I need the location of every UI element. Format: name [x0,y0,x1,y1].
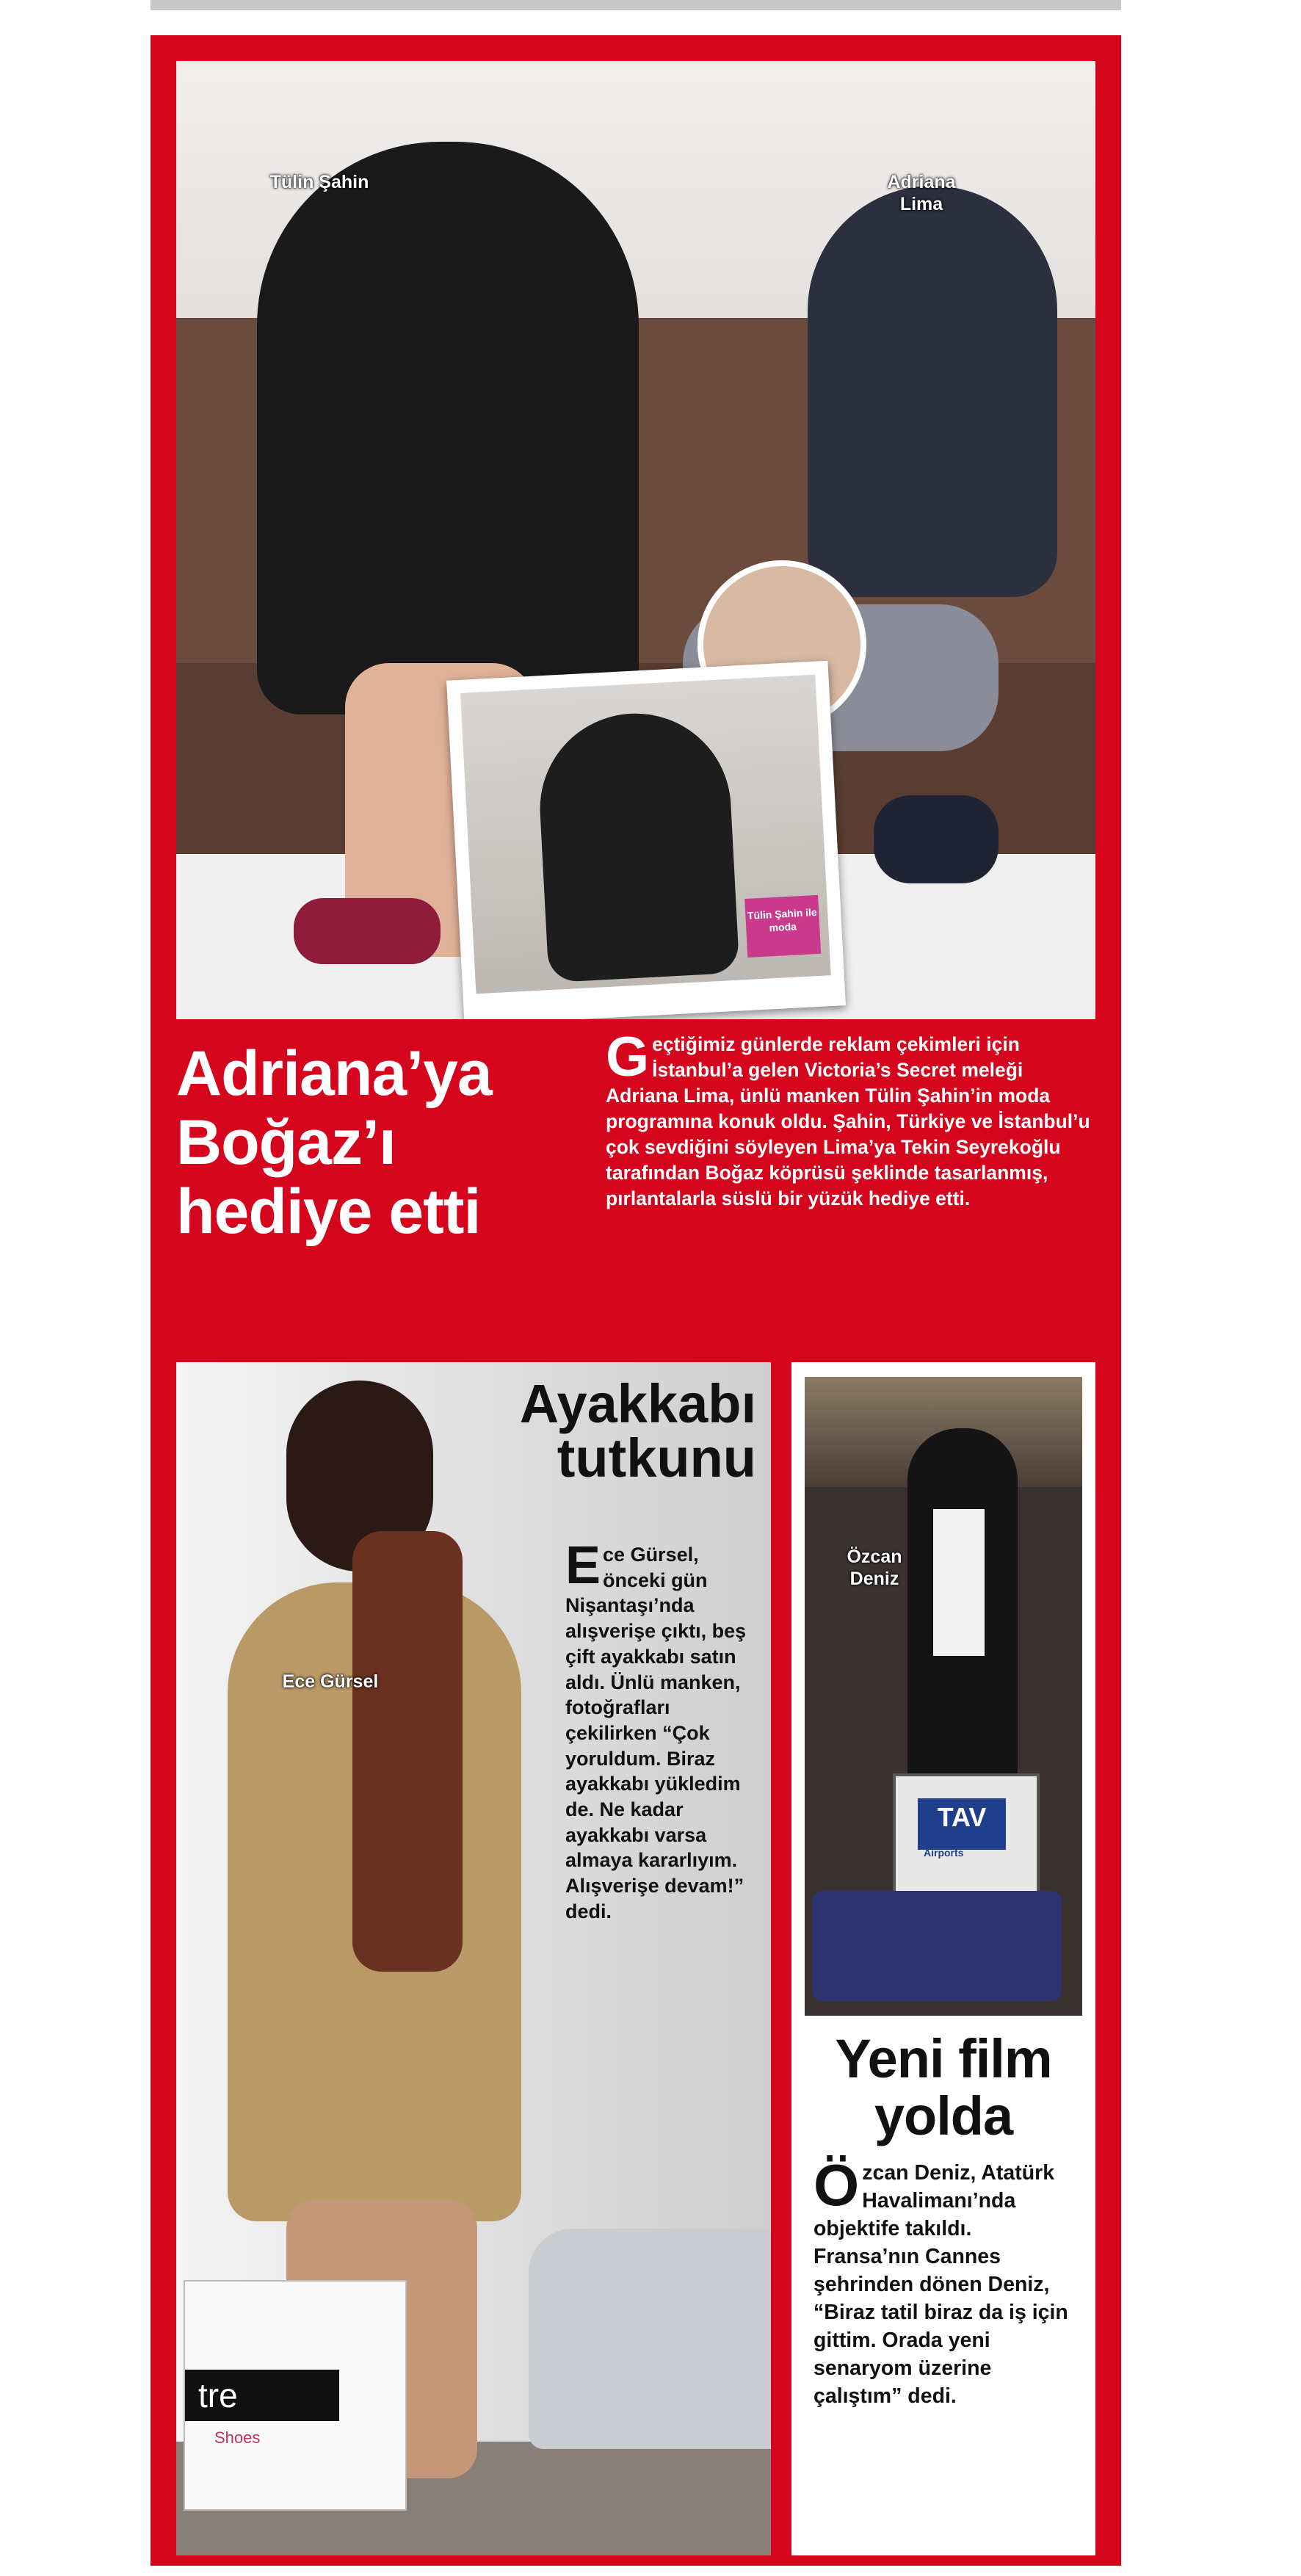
inset-figure [535,709,739,983]
tulin-figure [257,142,639,714]
top-photo [176,61,1095,1019]
ece-scarf [352,1531,463,1972]
ece-dropcap: E [565,1536,601,1595]
ece-story [176,1362,771,2555]
caption-ozcan: Özcan Deniz [847,1546,902,1589]
ozcan-story [791,1362,1095,2555]
ece-body [565,1536,764,1925]
ozcan-headline: Yeni film yolda [835,2028,1052,2146]
caption-ece: Ece Gürsel [282,1671,379,1692]
lede-body: eçtiğimiz günlerde reklam çekimleri için İstanbul’a gelen Victoria’s Secret meleği Adriana Lima, ünlü manken Tülin Şahin’in moda programına konuk oldu. Şahin, Türkiye ve İstanbul’u çok sevdiğini söyleyen Lima’ya Tekin Seyrekoğlu tarafından Boğaz köprüsü şeklinde tasarlanmış, pırlantalarla süslü bir yüzük hediye etti. [606,1033,1090,1209]
adriana-figure [808,186,1057,597]
ozcan-body-text: zcan Deniz, Atatürk Havalimanı’nda objektife takıldı. Fransa’nın Cannes şehrinden dönen Deniz, “Biraz tatil biraz da iş için gittim. Orada yeni senaryom üzerine çalıştım” dedi. [813,2161,1068,2408]
suitcase [812,1891,1062,2001]
main-lede [606,1026,1098,1212]
ozcan-shirt [933,1509,985,1656]
ozcan-body [813,2152,1078,2410]
tav-sub: Airports [924,1847,964,1859]
tav-logo: TAV [918,1798,1006,1850]
ece-body-text: ce Gürsel, önceki gün Nişantaşı’nda alışverişe çıktı, beş çift ayakkabı satın aldı. Ünlü manken, fotoğrafları çekilirken “Çok yoruldum. Biraz ayakkabı yükledim de. Ne kadar ayakkabı varsa almaya kararlıyım. Alışverişe devam!” dedi. [565,1544,747,1922]
inset-photo [446,661,846,1019]
shopping-bag [184,2280,407,2511]
tv-show-badge: Tülin Şahin ile moda [744,895,821,958]
caption-tulin: Tülin Şahin [269,172,369,192]
lede-dropcap: G [606,1026,650,1088]
inset-image [460,675,831,994]
ozcan-photo [805,1377,1082,2016]
adriana-shoes [874,795,999,883]
caption-adriana: Adriana Lima [887,172,956,214]
luggage-cart [893,1773,1040,1906]
ece-headline: Ayakkabı tutkunu [519,1373,756,1488]
top-rule [151,0,1121,10]
bag-sub: Shoes [214,2428,261,2447]
tulin-shoes [294,898,441,964]
main-headline: Adriana’ya Boğaz’ı hediye etti [176,1038,492,1247]
bag-brand: tre [185,2370,339,2421]
ozcan-dropcap: Ö [813,2152,860,2218]
car [529,2229,771,2449]
